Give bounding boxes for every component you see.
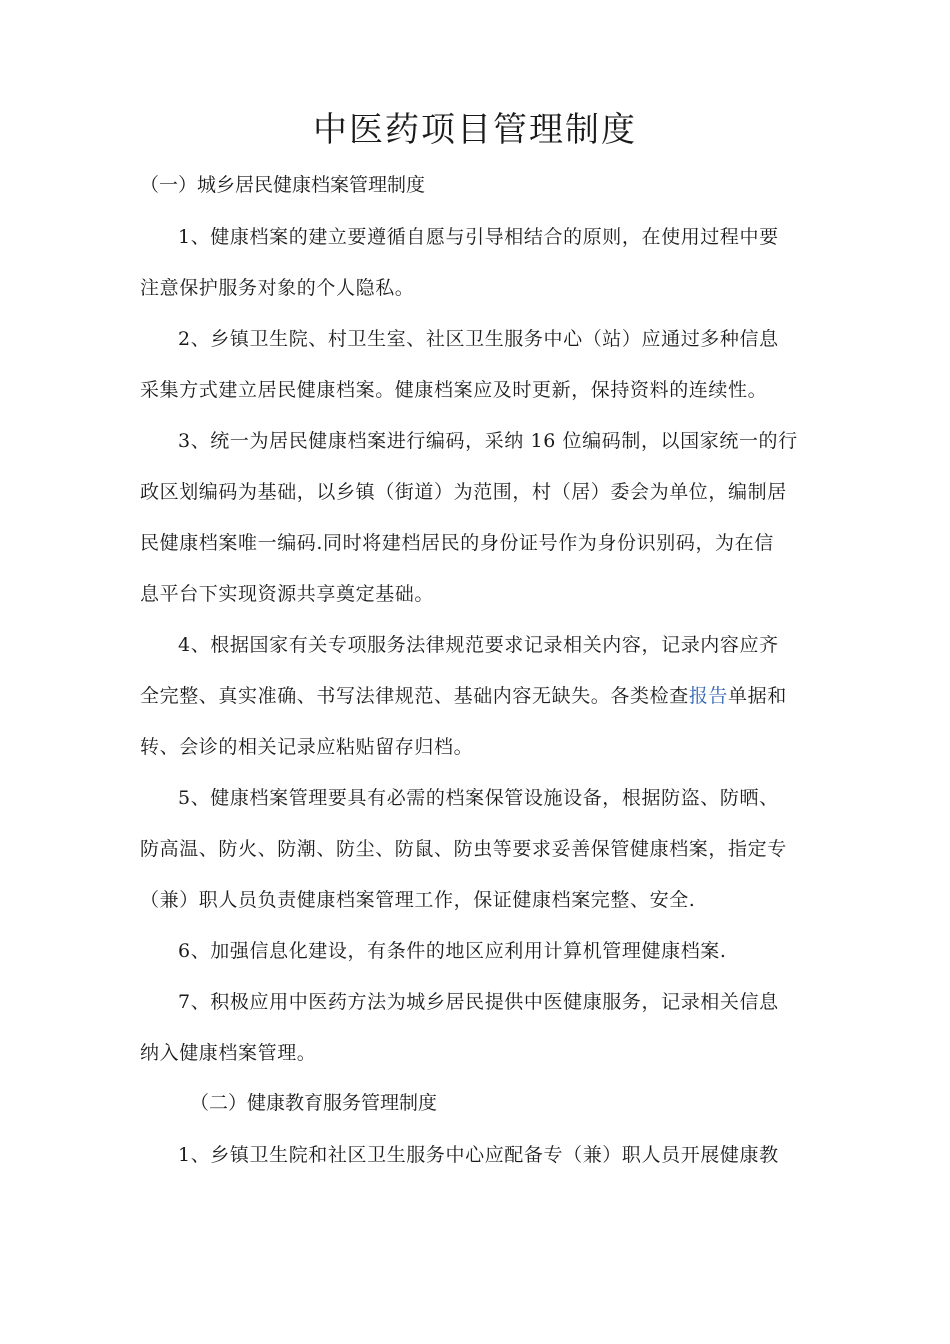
paragraph-line: 3、统一为居民健康档案进行编码，采纳 16 位编码制，以国家统一的行 bbox=[178, 430, 798, 452]
paragraph-line-text: 全完整、真实准确、书写法律规范、基础内容无缺失。各类检查 bbox=[140, 685, 689, 707]
paragraph-line: 纳入健康档案管理。 bbox=[140, 1042, 317, 1064]
report-link[interactable]: 报告 bbox=[688, 685, 729, 707]
section-heading-1: （一）城乡居民健康档案管理制度 bbox=[140, 174, 426, 196]
paragraph-line: 2、乡镇卫生院、村卫生室、社区卫生服务中心（站）应通过多种信息 bbox=[178, 328, 779, 350]
paragraph-7 bbox=[140, 977, 818, 1079]
paragraph-line: 息平台下实现资源共享奠定基础。 bbox=[140, 583, 435, 605]
paragraph-line-text: 单据和 bbox=[728, 685, 787, 707]
paragraph-line: 转、会诊的相关记录应粘贴留存归档。 bbox=[140, 736, 474, 758]
section-heading-2: （二）健康教育服务管理制度 bbox=[190, 1092, 438, 1114]
paragraph-line: 7、积极应用中医药方法为城乡居民提供中医健康服务，记录相关信息 bbox=[178, 991, 779, 1013]
paragraph-3 bbox=[140, 416, 818, 620]
paragraph-1 bbox=[140, 212, 818, 314]
paragraph-line: 民健康档案唯一编码.同时将建档居民的身份证号作为身份识别码，为在信 bbox=[140, 532, 774, 554]
paragraph-line: 5、健康档案管理要具有必需的档案保管设施设备，根据防盗、防晒、 bbox=[178, 787, 779, 809]
paragraph-line bbox=[140, 671, 818, 722]
page-title: 中医药项目管理制度 bbox=[313, 110, 637, 150]
paragraph-s2-1 bbox=[140, 1130, 818, 1181]
paragraph-4 bbox=[140, 620, 818, 773]
paragraph-line: 1、健康档案的建立要遵循自愿与引导相结合的原则，在使用过程中要 bbox=[178, 226, 779, 248]
paragraph-5 bbox=[140, 773, 818, 926]
paragraph-line: 采集方式建立居民健康档案。健康档案应及时更新，保持资料的连续性。 bbox=[140, 379, 768, 401]
paragraph-line: 政区划编码为基础，以乡镇（街道）为范围，村（居）委会为单位，编制居 bbox=[140, 481, 787, 503]
paragraph-line: （兼）职人员负责健康档案管理工作，保证健康档案完整、安全. bbox=[140, 889, 696, 911]
paragraph-line: 注意保护服务对象的个人隐私。 bbox=[140, 277, 415, 299]
paragraph-2 bbox=[140, 314, 818, 416]
paragraph-line: 1、乡镇卫生院和社区卫生服务中心应配备专（兼）职人员开展健康教 bbox=[178, 1144, 779, 1166]
paragraph-line: 防高温、防火、防潮、防尘、防鼠、防虫等要求妥善保管健康档案，指定专 bbox=[140, 838, 787, 860]
paragraph-line: 4、根据国家有关专项服务法律规范要求记录相关内容，记录内容应齐 bbox=[178, 634, 779, 656]
paragraph-line: 6、加强信息化建设，有条件的地区应利用计算机管理健康档案. bbox=[178, 940, 727, 962]
paragraph-6 bbox=[140, 926, 818, 977]
